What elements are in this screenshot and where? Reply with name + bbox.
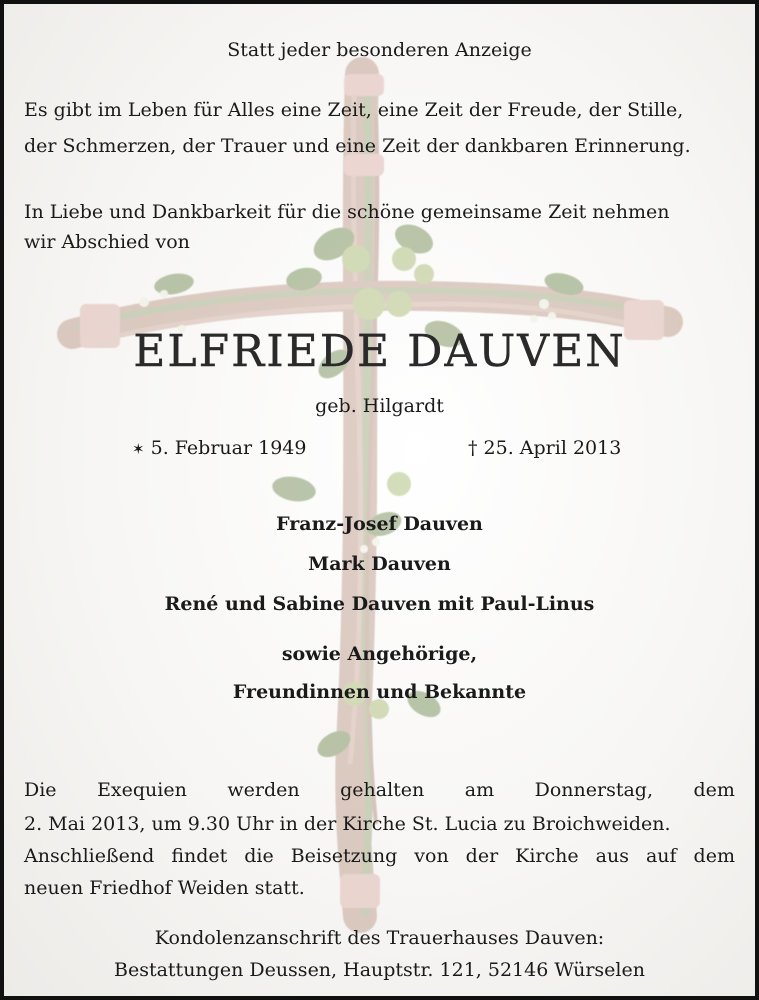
word: aus (595, 845, 629, 867)
word: dem (693, 845, 735, 867)
intro-line-1: Es gibt im Leben für Alles eine Zeit, eine Zeit der Freude, der Stille, (24, 99, 684, 121)
birth-date: 5. Februar 1949 (150, 437, 307, 459)
word: Beisetzung (290, 845, 398, 867)
mourner-name: René und Sabine Dauven mit Paul-Linus (164, 593, 595, 615)
word: Kirche (515, 845, 579, 867)
deceased-name: ELFRIEDE DAUVEN (133, 326, 626, 377)
word: Donnerstag, (534, 779, 654, 801)
farewell-line-1: In Liebe und Dankbarkeit für die schöne gemeinsame Zeit nehmen (24, 201, 670, 223)
death-date: 25. April 2013 (483, 437, 622, 459)
word: auf (645, 845, 677, 867)
service-line-3 (24, 842, 735, 870)
maiden-name: geb. Hilgardt (315, 395, 444, 417)
word: findet (171, 845, 228, 867)
word: Anschließend (24, 845, 155, 867)
word: die (244, 845, 274, 867)
mourner-name: Franz-Josef Dauven (276, 513, 483, 535)
condolence-line-1: Kondolenzanschrift des Trauerhauses Dauven: (154, 927, 605, 949)
mourner-relatives: sowie Angehörige, (281, 643, 478, 665)
service-line-4: neuen Friedhof Weiden statt. (24, 877, 305, 899)
notice-heading: Statt jeder besonderen Anzeige (227, 39, 532, 61)
word: der (465, 845, 499, 867)
death-cross-icon: † (468, 437, 478, 459)
mourner-name: Mark Dauven (308, 553, 451, 575)
word: gehalten (340, 779, 425, 801)
farewell-line-2: wir Abschied von (24, 231, 190, 253)
mourner-friends: Freundinnen und Bekannte (232, 681, 527, 703)
service-line-1 (24, 776, 735, 804)
word: Exequien (97, 779, 187, 801)
condolence-line-2: Bestattungen Deussen, Hauptstr. 121, 52146 Würselen (114, 959, 645, 981)
word: am (464, 779, 495, 801)
birth-star-icon: ✶ (132, 440, 145, 458)
word: dem (693, 779, 735, 801)
word: werden (227, 779, 300, 801)
birth-date-line (132, 434, 306, 463)
word: Die (24, 779, 57, 801)
intro-line-2: der Schmerzen, der Trauer und eine Zeit der dankbaren Erinnerung. (24, 135, 691, 157)
service-line-2: 2. Mai 2013, um 9.30 Uhr in der Kirche St. Lucia zu Broichweiden. (24, 813, 671, 835)
death-date-line (468, 434, 621, 462)
word: von (414, 845, 449, 867)
